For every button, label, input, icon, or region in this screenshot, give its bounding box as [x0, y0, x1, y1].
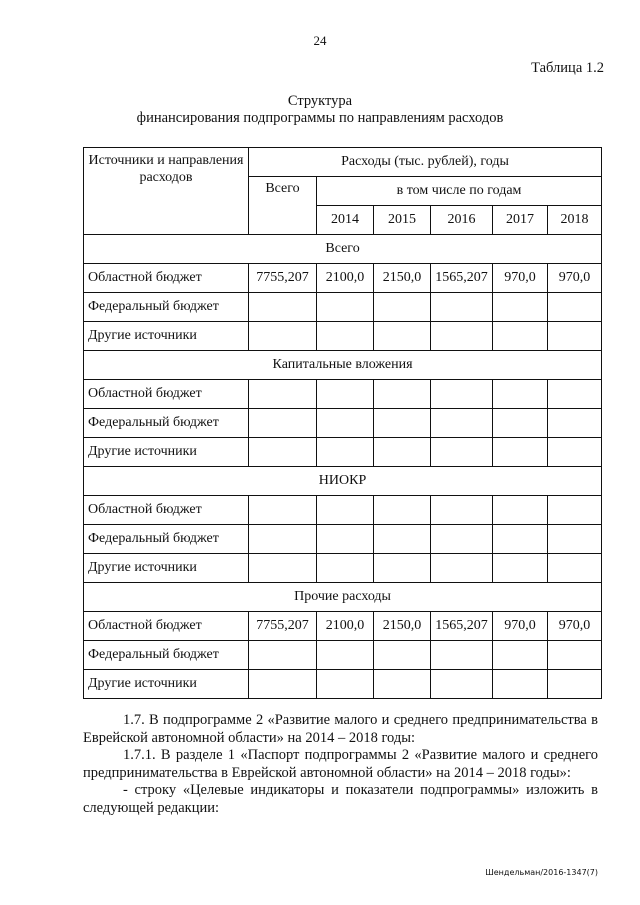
row-year-value [431, 670, 493, 699]
row-year-value [317, 525, 374, 554]
row-year-value [548, 409, 602, 438]
row-year-value: 1565,207 [431, 612, 493, 641]
row-total: 7755,207 [249, 264, 317, 293]
row-year-value [317, 670, 374, 699]
header-year: 2014 [317, 206, 374, 235]
row-total [249, 293, 317, 322]
row-year-value [431, 438, 493, 467]
row-year-value [317, 322, 374, 351]
row-year-value [493, 525, 548, 554]
row-total [249, 670, 317, 699]
row-year-value [431, 641, 493, 670]
row-year-value [317, 496, 374, 525]
row-year-value: 2150,0 [374, 612, 431, 641]
row-total [249, 554, 317, 583]
row-total [249, 322, 317, 351]
row-year-value [493, 641, 548, 670]
row-year-value [548, 554, 602, 583]
header-expenses: Расходы (тыс. рублей), годы [249, 148, 602, 177]
table-row [84, 380, 602, 409]
footer-code: Шендельман/2016-1347(7) [485, 868, 598, 877]
row-year-value [317, 293, 374, 322]
row-label: Областной бюджет [84, 612, 249, 641]
row-year-value [548, 670, 602, 699]
header-sources: Источники и направления расходов [84, 148, 249, 235]
row-year-value [431, 554, 493, 583]
row-year-value [317, 554, 374, 583]
table-row [84, 438, 602, 467]
paragraph: 1.7.1. В разделе 1 «Паспорт подпрограммы 2 «Развитие малого и среднего предпринимательства в Еврейской автономной области» на 2014 – 2018 годы»: [83, 747, 598, 781]
table-row [84, 322, 602, 351]
row-label: Областной бюджет [84, 496, 249, 525]
row-year-value [431, 380, 493, 409]
table-title-line1: Структура [287, 93, 353, 109]
row-year-value [431, 409, 493, 438]
table-row [84, 293, 602, 322]
row-total [249, 525, 317, 554]
row-year-value [317, 409, 374, 438]
row-total [249, 641, 317, 670]
row-year-value [493, 322, 548, 351]
row-year-value: 970,0 [493, 264, 548, 293]
header-year: 2018 [548, 206, 602, 235]
table-row [84, 264, 602, 293]
section-title: Прочие расходы [84, 583, 602, 612]
row-label: Другие источники [84, 438, 249, 467]
row-year-value: 2150,0 [374, 264, 431, 293]
table-row [84, 525, 602, 554]
row-label: Другие источники [84, 322, 249, 351]
row-year-value [548, 496, 602, 525]
financing-table [83, 147, 602, 699]
row-label: Другие источники [84, 670, 249, 699]
paragraph: 1.7. В подпрограмме 2 «Развитие малого и среднего предпринимательства в Еврейской автономной области» на 2014 – 2018 годы: [83, 712, 598, 746]
row-year-value [548, 641, 602, 670]
row-year-value [493, 496, 548, 525]
row-year-value [431, 293, 493, 322]
table-row [84, 641, 602, 670]
row-year-value [548, 380, 602, 409]
row-year-value: 970,0 [548, 264, 602, 293]
row-year-value [317, 438, 374, 467]
row-year-value [374, 293, 431, 322]
row-year-value [548, 525, 602, 554]
row-label: Федеральный бюджет [84, 525, 249, 554]
row-total [249, 496, 317, 525]
row-year-value [374, 438, 431, 467]
row-year-value [317, 380, 374, 409]
header-total: Всего [249, 177, 317, 235]
body-text [83, 712, 598, 817]
row-year-value [431, 322, 493, 351]
row-year-value: 1565,207 [431, 264, 493, 293]
row-year-value [374, 670, 431, 699]
row-total [249, 438, 317, 467]
header-year: 2017 [493, 206, 548, 235]
table-row [84, 554, 602, 583]
header-year: 2015 [374, 206, 431, 235]
row-year-value [374, 322, 431, 351]
row-year-value: 970,0 [493, 612, 548, 641]
table-title-line2: финансирования подпрограммы по направлениям расходов [136, 110, 504, 126]
row-year-value [374, 525, 431, 554]
section-title: НИОКР [84, 467, 602, 496]
table-row [84, 409, 602, 438]
row-year-value [548, 438, 602, 467]
row-year-value [374, 554, 431, 583]
row-year-value [548, 322, 602, 351]
row-year-value [374, 409, 431, 438]
row-total [249, 380, 317, 409]
section-title: Всего [84, 235, 602, 264]
header-by-years: в том числе по годам [317, 177, 602, 206]
row-label: Областной бюджет [84, 380, 249, 409]
row-total [249, 409, 317, 438]
row-year-value [374, 380, 431, 409]
row-year-value: 2100,0 [317, 612, 374, 641]
page-number: 24 [313, 33, 327, 48]
row-label: Федеральный бюджет [84, 409, 249, 438]
row-year-value [493, 380, 548, 409]
row-label: Областной бюджет [84, 264, 249, 293]
row-year-value [374, 641, 431, 670]
row-total: 7755,207 [249, 612, 317, 641]
row-label: Другие источники [84, 554, 249, 583]
table-row [84, 496, 602, 525]
table-title [0, 93, 640, 127]
row-year-value [493, 554, 548, 583]
table-row [84, 670, 602, 699]
header-year: 2016 [431, 206, 493, 235]
row-year-value [548, 293, 602, 322]
row-year-value [431, 525, 493, 554]
row-year-value [493, 409, 548, 438]
row-year-value [493, 293, 548, 322]
paragraph: - строку «Целевые индикаторы и показатели подпрограммы» изложить в следующей редакции: [83, 782, 598, 816]
table-label: Таблица 1.2 [531, 60, 604, 76]
row-year-value [374, 496, 431, 525]
row-label: Федеральный бюджет [84, 641, 249, 670]
row-year-value [317, 641, 374, 670]
section-title: Капитальные вложения [84, 351, 602, 380]
row-year-value: 2100,0 [317, 264, 374, 293]
table-row [84, 612, 602, 641]
row-year-value [493, 670, 548, 699]
row-year-value [493, 438, 548, 467]
row-year-value [431, 496, 493, 525]
row-label: Федеральный бюджет [84, 293, 249, 322]
row-year-value: 970,0 [548, 612, 602, 641]
